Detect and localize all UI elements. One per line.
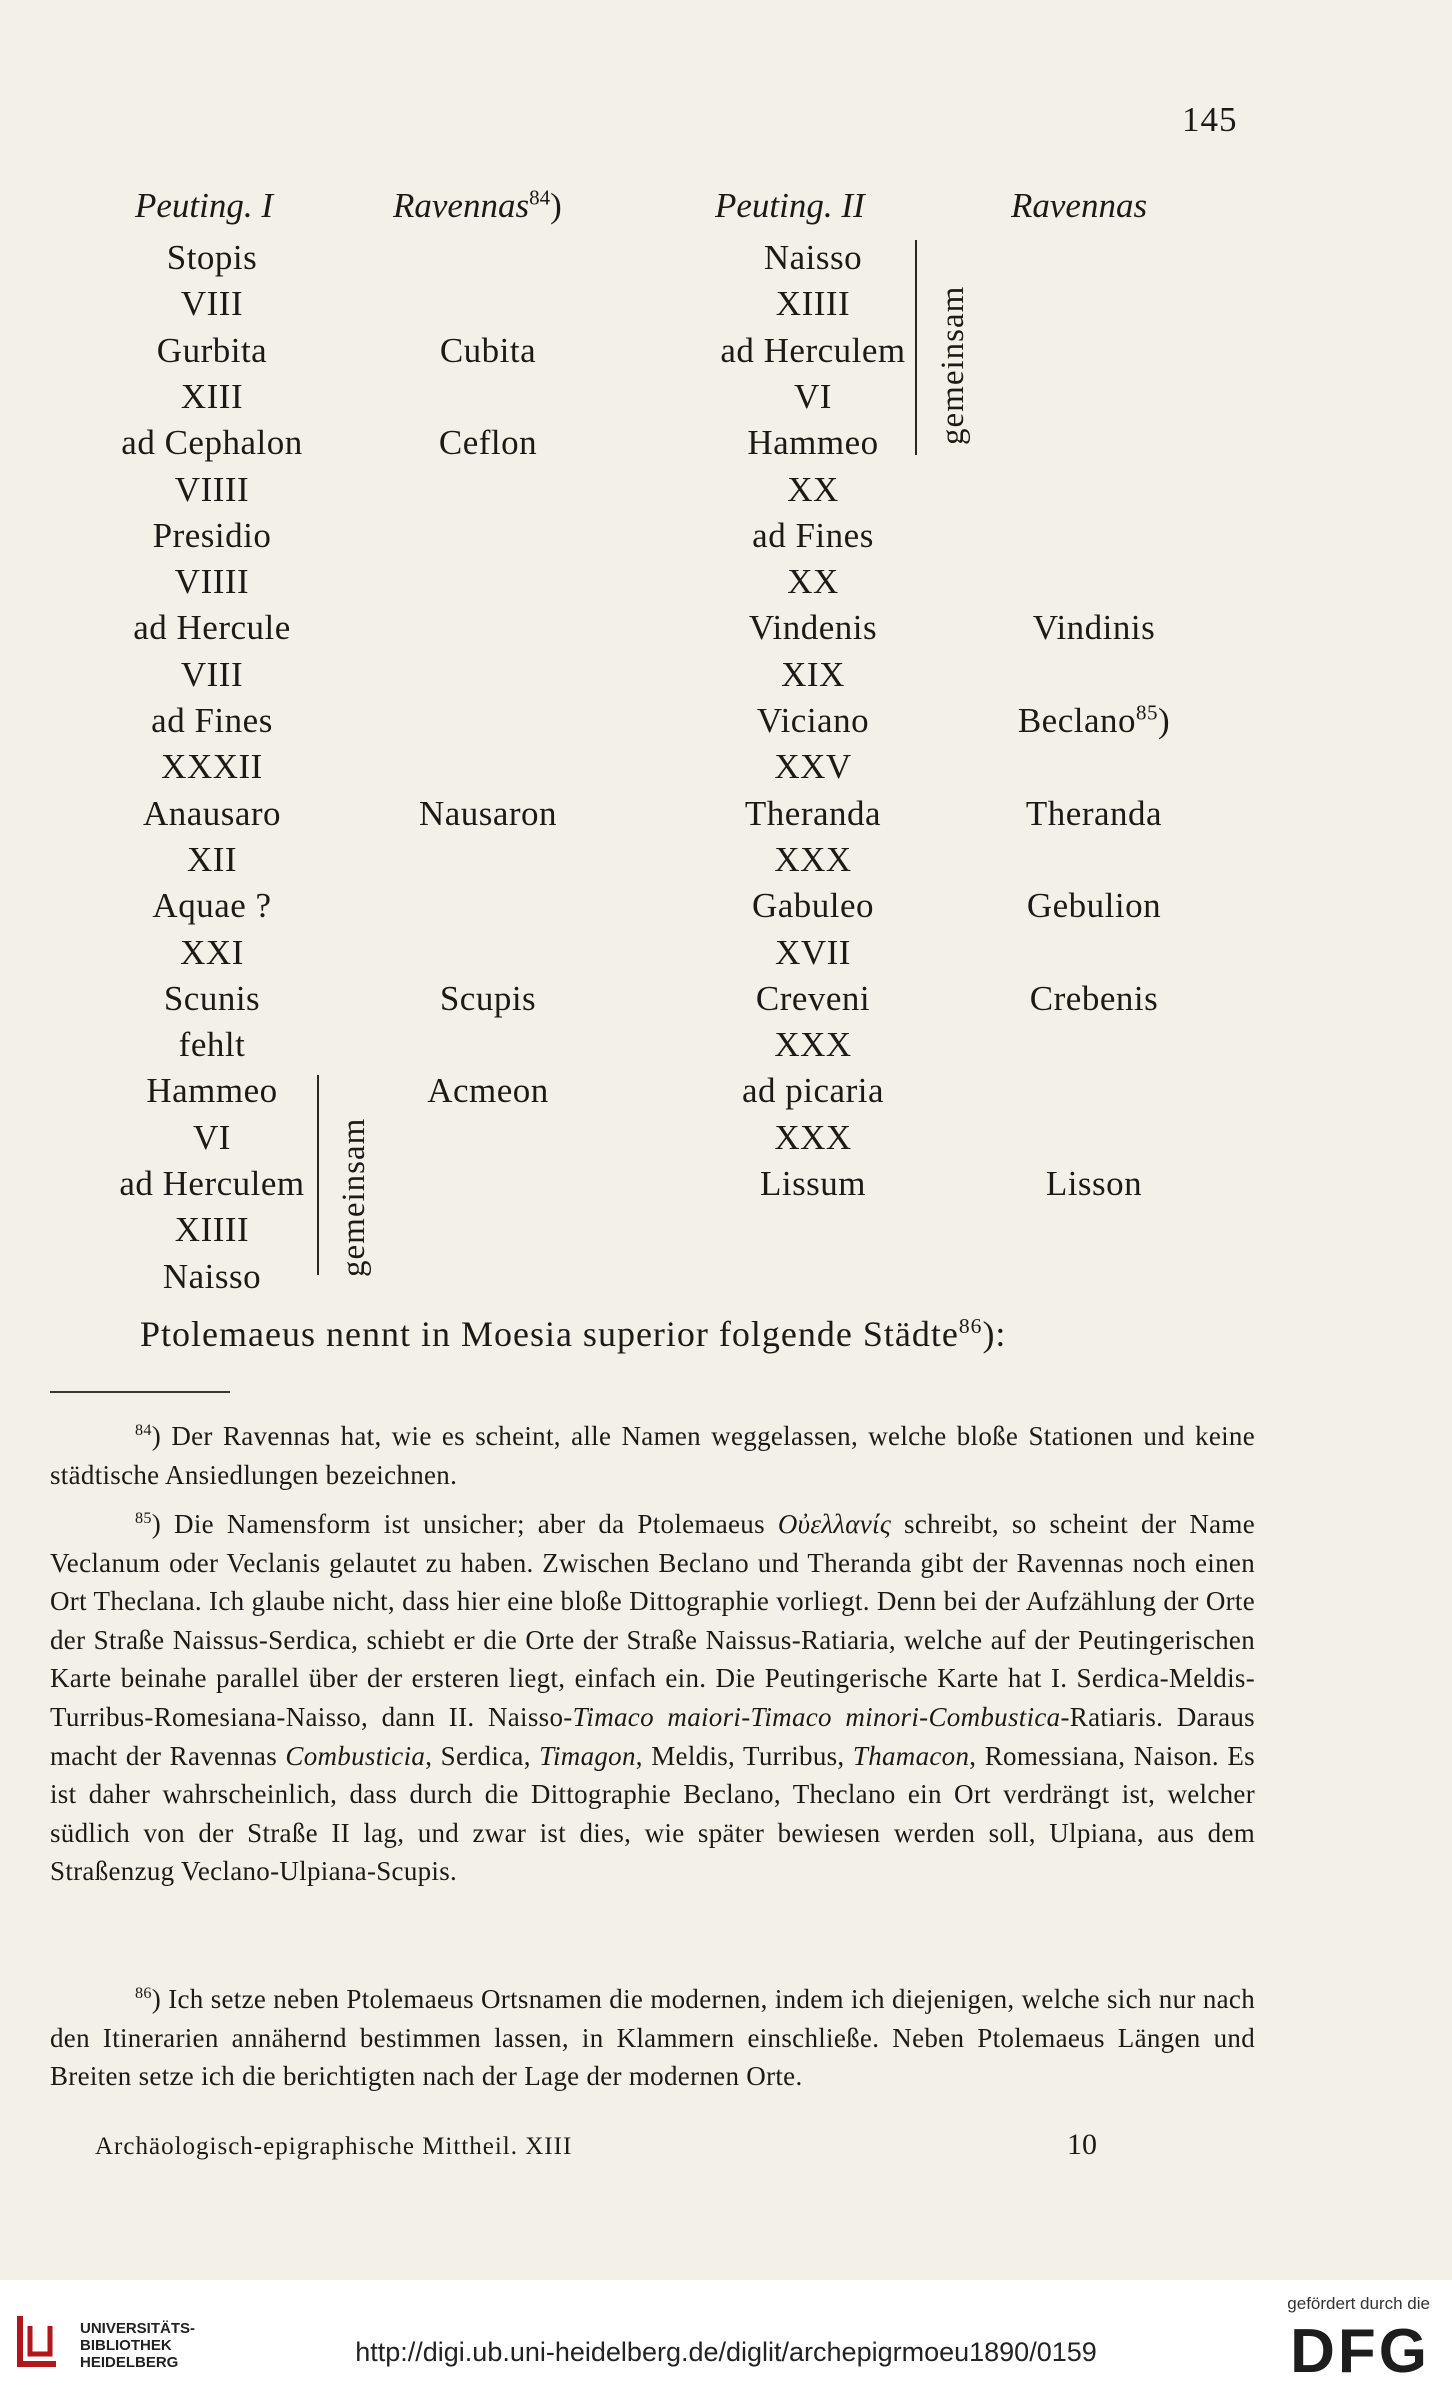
ravennas-2-entry: Lisson	[1045, 1164, 1143, 1203]
peuting-2-entry: XXX	[774, 1117, 852, 1157]
peuting-1-entry: ad Cephalon	[121, 423, 303, 463]
peuting-2-entry: ad Herculem	[720, 330, 906, 370]
peuting-2-entry: XIX	[781, 654, 845, 694]
footnote-rule	[50, 1391, 230, 1393]
ravennas-2-entry: Beclano$^{85}$)	[1017, 700, 1171, 740]
peuting-2-entry: Viciano	[756, 701, 870, 740]
peuting-1-entry: Stopis	[166, 238, 258, 277]
peuting-1-entry: XII	[186, 839, 238, 879]
peuting-2-entry: Creveni	[755, 978, 871, 1018]
ravennas-1-entry: Nausaron	[418, 793, 558, 833]
peuting-2-entry: ad picaria	[742, 1071, 884, 1111]
label-gemeinsam-col3: gemeinsam	[935, 285, 971, 445]
footnote-85: $^{85}$) Die Namensform ist unsicher; aber da Ptolemaeus Οὐελλανίς schreibt, so scheint der Name Veclanum oder Veclanis gelautet zu haben. Zwischen Beclano und Theranda gibt der Ravennas noch einen Ort Theclana. Ich glaube nicht, dass hier eine bloße Dittographie vorliegt. Denn bei der Aufzählung der Orte der Straße Naissus-Serdica, schiebt er die Orte der Straße Naissus-Ratiaria, welche auf der Peutingerischen Karte beinahe parallel über der ersteren liegt, einfach ein. Die Peutingerische Karte hat I. Serdica-Meldis-Turribus-Romesiana-Naisso, dann II. Naisso-Timaco maiori-Timaco minori-Combustica-Ratiaris. Daraus macht der Ravennas Combusticia, Serdica, Timagon, Meldis, Turribus, Thamacon, Romessiana, Naison. Es ist daher wahrscheinlich, dass durch die Dittographie Beclano, Theclano ein Ort verdrängt ist, welcher südlich von der Straße II lag, und zwar ist dies, wie später bewiesen werden soll, Ulpiana, aus dem Straßenzug Veclano-Ulpiana-Scupis.	[50, 1509, 1255, 1887]
peuting-1-entry: VIIII	[174, 469, 250, 509]
header-peuting-1: Peuting. I	[135, 186, 274, 225]
library-name: UNIVERSITÄTS- BIBLIOTHEK HEIDELBERG	[80, 2320, 196, 2371]
peuting-1-entry: VIIII	[174, 562, 250, 602]
dfg-logo: DFG	[1290, 2317, 1430, 2386]
ravennas-2-entry: Theranda	[1025, 793, 1163, 833]
brace-right-col3	[903, 240, 917, 455]
peuting-1-entry: Scunis	[163, 978, 261, 1018]
peuting-1-entry: XIIII	[174, 1210, 250, 1250]
digitization-footer	[0, 2280, 1452, 2398]
peuting-1-entry: Aquae ?	[152, 886, 272, 926]
peuting-2-entry: XXX	[774, 1025, 852, 1065]
footnote-86: $^{86}$) Ich setze neben Ptolemaeus Ortsnamen die modernen, indem ich diejenigen, welche sich nur nach den Itinerarien annähernd bestimmen lassen, in Klammern einschließe. Neben Ptolemaeus Längen und Breiten setze ich die berichtigten nach der Lage der modernen Orte.	[50, 1984, 1255, 2092]
peuting-1-entry: Anausaro	[142, 793, 282, 833]
peuting-1-entry: ad Fines	[151, 701, 273, 740]
peuting-2-entry: Hammeo	[747, 423, 879, 463]
peuting-2-entry: Vindenis	[748, 608, 878, 648]
peuting-1-entry: fehlt	[178, 1025, 246, 1065]
peuting-2-entry: Theranda	[744, 793, 882, 833]
peuting-2-entry: XIIII	[775, 284, 851, 324]
peuting-1-entry: XXI	[180, 932, 244, 972]
peuting-1-entry: ad Herculem	[119, 1164, 305, 1203]
header-ravennas-1: Ravennas$^{84}$)	[393, 185, 562, 225]
peuting-1-entry: VIII	[180, 284, 244, 324]
peuting-1-entry: Gurbita	[156, 330, 268, 370]
peuting-1-entry: ad Hercule	[133, 608, 291, 648]
header-ravennas-2: Ravennas	[1011, 186, 1148, 225]
running-footer: Archäologisch-epigraphische Mittheil. XIII	[95, 2133, 573, 2160]
page-number: 145	[1182, 100, 1238, 139]
ravennas-1-entry: Acmeon	[427, 1071, 549, 1111]
peuting-1-entry: Hammeo	[146, 1071, 278, 1111]
peuting-2-entry: Lissum	[759, 1164, 867, 1203]
ravennas-1-entry: Scupis	[439, 978, 537, 1018]
peuting-2-entry: ad Fines	[752, 515, 874, 555]
peuting-2-entry: XXV	[774, 747, 852, 787]
peuting-2-entry: XX	[787, 469, 839, 509]
permalink[interactable]: http://digi.ub.uni-heidelberg.de/diglit/archepigrmoeu1890/0159	[355, 2337, 1097, 2367]
peuting-1-entry: VI	[193, 1117, 231, 1157]
ravennas-1-entry: Ceflon	[438, 423, 538, 463]
ravennas-1-entry: Cubita	[439, 330, 537, 370]
header-peuting-2: Peuting. II	[715, 186, 865, 225]
ravennas-2-entry: Gebulion	[1026, 886, 1162, 926]
peuting-2-entry: VI	[794, 376, 832, 416]
peuting-2-entry: XX	[787, 562, 839, 602]
signature-mark: 10	[1067, 2128, 1097, 2161]
funded-by-label: gefördert durch die	[1287, 2294, 1430, 2313]
ravennas-2-entry: Vindinis	[1032, 608, 1156, 648]
peuting-2-entry: Naisso	[763, 238, 863, 277]
peuting-2-entry: Gabuleo	[751, 886, 875, 926]
peuting-1-entry: XXXII	[161, 747, 263, 787]
peuting-2-entry: XXX	[774, 839, 852, 879]
brace-right-col1	[305, 1075, 319, 1275]
footnote-84: $^{84}$) Der Ravennas hat, wie es scheint, alle Namen weggelassen, welche bloße Stationen und keine städtische Ansiedlungen bezeichnen.	[50, 1421, 1256, 1490]
peuting-1-entry: XIII	[180, 376, 244, 416]
peuting-1-entry: VIII	[180, 654, 244, 694]
peuting-1-entry: Naisso	[162, 1256, 262, 1296]
peuting-2-entry: XVII	[775, 932, 851, 972]
intro-line: Ptolemaeus nennt in Moesia superior folgende Städte$^{86}$):	[140, 1314, 1007, 1354]
ravennas-2-entry: Crebenis	[1029, 978, 1159, 1018]
label-gemeinsam-col1: gemeinsam	[336, 1117, 372, 1277]
peuting-1-entry: Presidio	[152, 515, 272, 555]
